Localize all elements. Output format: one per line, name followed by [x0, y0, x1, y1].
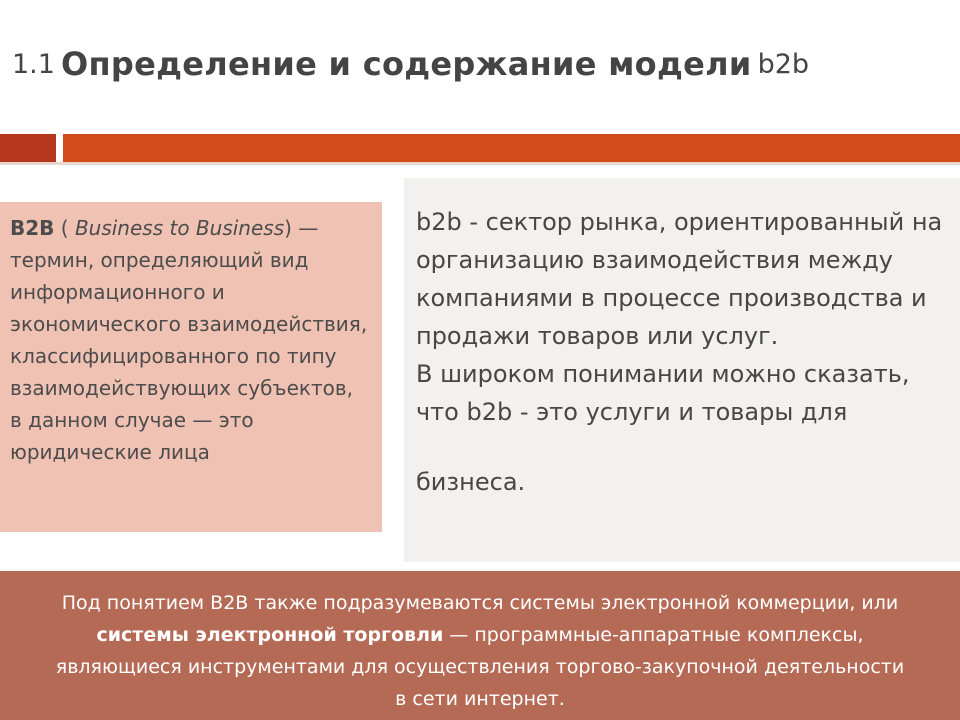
accent-bar-underline: [0, 162, 960, 165]
title-tail: b2b: [757, 48, 810, 80]
footer-bold-phrase: системы электронной торговли: [96, 624, 444, 646]
footer-line-1: Под понятием B2B также подразумеваются системы электронной коммерции, или: [61, 592, 899, 614]
footer-line-2-rest: — программные-аппаратные комплексы,: [443, 624, 864, 646]
definition-box: [0, 202, 382, 532]
definition-text: ) — термин, определяющий вид информационного и экономического взаимодействия, классифицированного по типу взаимодействующих субъектов, в данном случае — это юридические лица: [10, 216, 368, 464]
info-paragraph-2: В широком понимании можно сказать, что b2b - это услуги и товары для: [416, 360, 910, 426]
definition-paren: (: [54, 216, 75, 240]
definition-term: B2B: [10, 216, 55, 240]
accent-bar-orange: [63, 134, 960, 162]
info-box: [404, 178, 960, 562]
info-paragraph-1: b2b - сектор рынка, ориентированный на организацию взаимодействия между компаниями в процессе производства и продажи товаров или услуг.: [416, 208, 943, 350]
definition-term-english: Business to Business: [74, 216, 285, 240]
info-paragraph-3: бизнеса.: [416, 468, 526, 496]
footer-note: [0, 571, 960, 720]
footer-line-3: являющиеся инструментами для осуществления торгово-закупочной деятельности: [55, 656, 905, 678]
title-main: Определение и содержание модели: [60, 45, 752, 83]
footer-line-2: [0, 619, 960, 651]
footer-line-4: в сети интернет.: [395, 688, 565, 710]
title-number: 1.1: [12, 48, 55, 80]
info-gap: [416, 431, 950, 463]
accent-bar-dark: [0, 134, 56, 162]
slide-title: [12, 45, 810, 83]
